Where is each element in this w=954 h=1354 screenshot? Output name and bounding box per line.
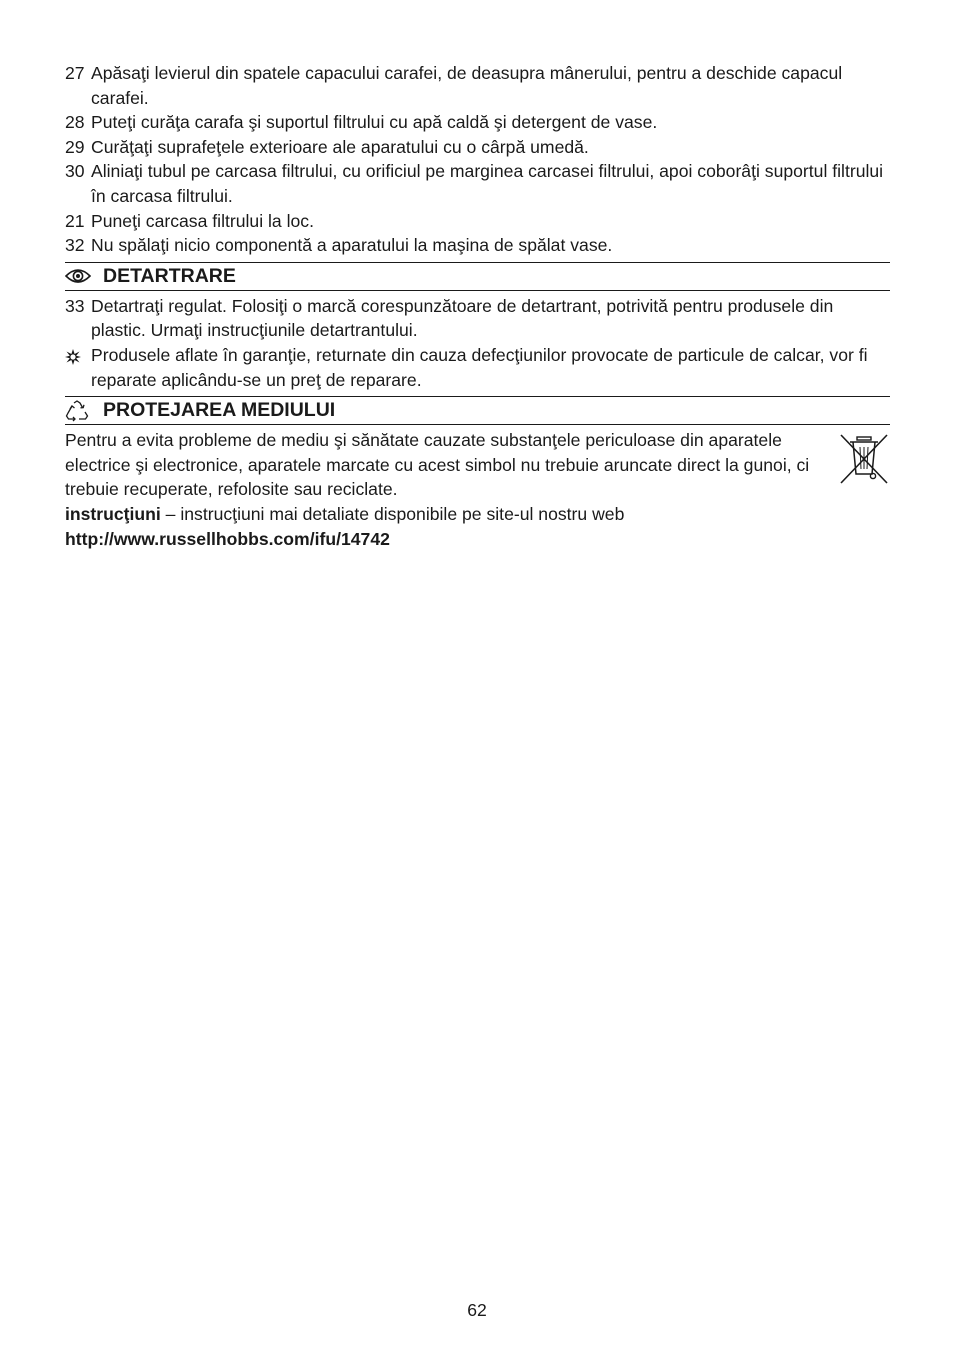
step-number: 27 xyxy=(65,63,85,83)
crossed-bin-icon xyxy=(838,432,890,486)
instructions-label: instrucţiuni xyxy=(65,503,161,524)
step-number: 30 xyxy=(65,161,85,182)
star-burst-icon xyxy=(65,347,81,372)
warning-note xyxy=(65,343,890,392)
steps-list xyxy=(65,61,890,258)
step-text: Detartraţi regulat. Folosiţi o marcă corespunzătoare de detartrant, potrivită pentru produsele din plastic. Urmaţi instrucţiunile detartrantului. xyxy=(91,295,834,341)
page-content xyxy=(65,61,890,551)
step-text: Nu spălaţi nicio componentă a aparatului la maşina de spălat vase. xyxy=(91,235,613,256)
step-number: 29 xyxy=(65,136,85,157)
step-number: 33 xyxy=(65,295,85,316)
step-text: Apăsaţi levierul din spatele capacului carafei, de deasupra mânerului, pentru a deschide capacul carafei. xyxy=(91,63,843,108)
step-text: Puteţi curăţa carafa şi suportul filtrului cu apă caldă şi detergent de vase. xyxy=(91,112,658,133)
section-heading-environment xyxy=(65,396,890,425)
warning-text: Produsele aflate în garanţie, returnate din cauza defecţiunilor provocate de particule de calcar, vor fi reparate aplicându-se un preţ de reparare. xyxy=(91,344,868,390)
step-text: Puneţi carcasa filtrului la loc. xyxy=(91,210,314,231)
list-item xyxy=(65,233,890,258)
step-number: 28 xyxy=(65,112,85,133)
page-number: 62 xyxy=(467,1300,487,1320)
step-number: 21 xyxy=(65,210,85,231)
environment-text: Pentru a evita probleme de mediu şi sănătate cauzate substanţele periculoase din aparatele electrice şi electronice, aparatele marcate cu acest simbol nu trebuie aruncate direct la gunoi, ci trebuie recuperate, refolosite sau reciclate. xyxy=(65,430,810,500)
list-item xyxy=(65,110,890,135)
recycle-icon xyxy=(65,400,91,422)
section-heading-descaling xyxy=(65,262,890,291)
step-number: 32 xyxy=(65,235,85,256)
section-title: PROTEJAREA MEDIULUI xyxy=(103,399,336,422)
list-item xyxy=(65,135,890,160)
step-text: Curăţaţi suprafeţele exterioare ale aparatului cu o cârpă umedă. xyxy=(91,136,589,157)
list-item xyxy=(65,209,890,234)
instructions-dash: – xyxy=(160,503,181,524)
step-text: Aliniaţi tubul pe carcasa filtrului, cu orificiul pe marginea carcasei filtrului, apoi coborâţi suportul filtrului în carcasa filtrului. xyxy=(91,161,884,206)
section-title: DETARTRARE xyxy=(103,264,236,287)
instructions-text: instrucţiuni mai detaliate disponibile pe site-ul nostru web xyxy=(180,503,625,524)
instructions-line xyxy=(65,502,890,527)
list-item xyxy=(65,61,890,110)
eye-icon xyxy=(65,265,91,287)
environment-body xyxy=(65,428,890,502)
instructions-url-link[interactable]: http://www.russellhobbs.com/ifu/14742 xyxy=(65,528,390,549)
list-item xyxy=(65,159,890,208)
list-item xyxy=(65,294,890,343)
